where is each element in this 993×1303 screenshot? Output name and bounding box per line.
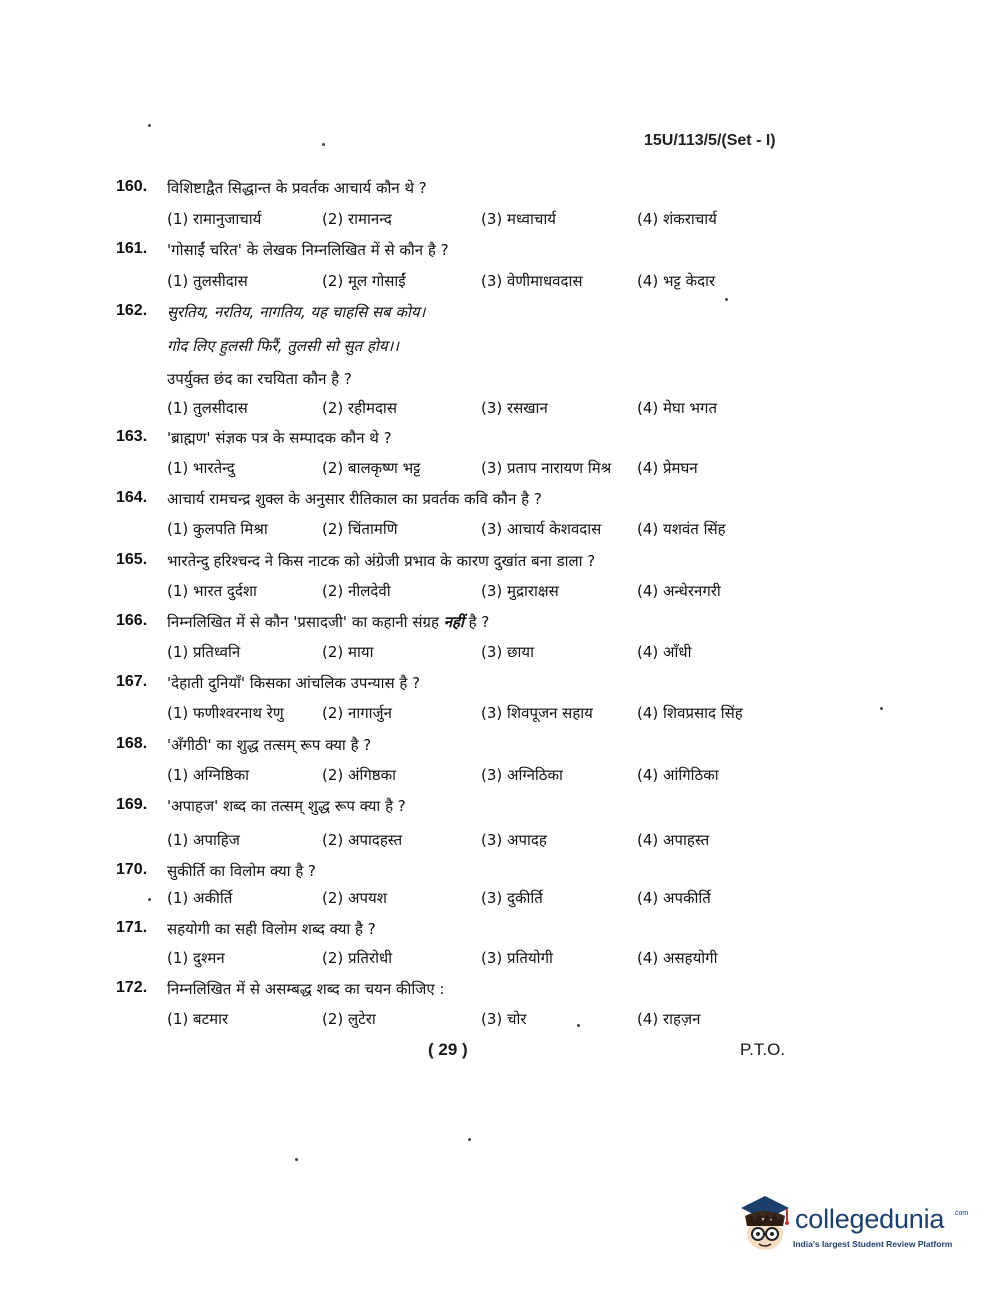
option-3: (3) आचार्य केशवदास (481, 520, 602, 538)
question-number: 164. (116, 489, 148, 506)
option-1: (1) रामानुजाचार्य (167, 210, 262, 228)
option-4: (4) अन्धेरनगरी (637, 582, 721, 600)
scan-speck (880, 707, 883, 710)
collegedunia-logo (735, 1190, 969, 1260)
option-1: (1) अकीर्ति (167, 889, 233, 907)
option-3: (3) मध्वाचार्य (481, 210, 556, 228)
scan-speck (148, 124, 151, 127)
option-4: (4) भट्ट केदार (637, 272, 716, 290)
couplet-line-1: सुरतिय, नरतिय, नागतिय, यह चाहसि सब कोय। (167, 303, 426, 321)
option-3: (3) छाया (481, 643, 535, 661)
question-number: 165. (116, 551, 148, 568)
scan-speck (295, 1158, 298, 1161)
option-3: (3) मुद्राराक्षस (481, 582, 559, 600)
option-1: (1) दुश्मन (167, 949, 225, 967)
option-2: (2) माया (322, 643, 374, 661)
option-1: (1) कुलपति मिश्रा (167, 520, 268, 538)
question-text: 'ब्राह्मण' संज्ञक पत्र के सम्पादक कौन थे ? (167, 429, 392, 447)
question-number: 163. (116, 428, 148, 445)
question-text: भारतेन्दु हरिश्चन्द ने किस नाटक को अंग्रेजी प्रभाव के कारण दुखांत बना डाला ? (167, 552, 596, 570)
option-4: (4) आंगिठिका (637, 766, 719, 784)
question-number: 162. (116, 302, 148, 319)
option-4: (4) अपाहस्त (637, 831, 710, 849)
option-2: (2) प्रतिरोधी (322, 949, 393, 967)
question-number: 160. (116, 178, 148, 195)
scan-speck (148, 898, 151, 901)
option-2: (2) रामानन्द (322, 210, 392, 228)
question-text: निम्नलिखित में से असम्बद्ध शब्द का चयन कीजिए : (167, 980, 445, 998)
question-number: 169. (116, 796, 148, 813)
question-text: सुकीर्ति का विलोम क्या है ? (167, 862, 317, 880)
question-text-before: निम्नलिखित में से कौन 'प्रसादजी' का कहानी संग्रह (167, 613, 439, 631)
question-text: 'अपाहज' शब्द का तत्सम् शुद्ध रूप क्या है ? (167, 797, 406, 815)
question-text: विशिष्टाद्वैत सिद्धान्त के प्रवर्तक आचार्य कौन थे ? (167, 179, 427, 197)
option-3: (3) चोर (481, 1010, 527, 1028)
option-2: (2) नागार्जुन (322, 704, 393, 722)
option-4: (4) यशवंत सिंह (637, 520, 726, 538)
question-number: 167. (116, 673, 148, 690)
option-1: (1) प्रतिध्वनि (167, 643, 241, 661)
scan-speck (468, 1138, 471, 1141)
option-2: (2) मूल गोसाईं (322, 272, 406, 290)
question-text (167, 612, 489, 632)
option-1: (1) भारत दुर्दशा (167, 582, 257, 600)
page-number: ( 29 ) (428, 1040, 468, 1059)
option-1: (1) बटमार (167, 1010, 229, 1028)
option-3: (3) रसखान (481, 399, 548, 417)
option-2: (2) अंगिष्ठका (322, 766, 397, 784)
option-1: (1) तुलसीदास (167, 399, 248, 417)
question-number: 171. (116, 919, 148, 936)
option-4: (4) प्रेमघन (637, 459, 698, 477)
question-text: 'अँगीठी' का शुद्ध तत्सम् रूप क्या है ? (167, 736, 372, 754)
option-2: (2) नीलदेवी (322, 582, 391, 600)
option-3: (3) दुकीर्ति (481, 889, 543, 907)
option-3: (3) अपादह (481, 831, 547, 849)
mascot-icon (735, 1190, 793, 1252)
question-text: सहयोगी का सही विलोम शब्द क्या है ? (167, 920, 376, 938)
option-3: (3) प्रताप नारायण मिश्र (481, 459, 612, 477)
scan-speck (725, 298, 728, 301)
option-1: (1) तुलसीदास (167, 272, 248, 290)
option-2: (2) बालकृष्ण भट्ट (322, 459, 421, 477)
question-text: उपर्युक्त छंद का रचयिता कौन है ? (167, 370, 352, 388)
option-4: (4) मेघा भगत (637, 399, 718, 417)
negation-word: नहीं (443, 613, 464, 631)
option-2: (2) रहीमदास (322, 399, 397, 417)
pto-label: P.T.O. (740, 1040, 786, 1059)
question-text: 'देहाती दुनियाँ' किसका आंचलिक उपन्यास है ? (167, 674, 421, 692)
question-text: 'गोसाईं चरित' के लेखक निम्नलिखित में से कौन है ? (167, 241, 449, 259)
option-2: (2) चिंतामणि (322, 520, 398, 538)
option-2: (2) अपयश (322, 889, 387, 907)
option-2: (2) अपादहस्त (322, 831, 403, 849)
question-number: 161. (116, 240, 148, 257)
question-text-after: है ? (468, 613, 490, 631)
question-text: आचार्य रामचन्द्र शुक्ल के अनुसार रीतिकाल का प्रवर्तक कवि कौन है ? (167, 490, 542, 508)
paper-code: 15U/113/5/(Set - I) (644, 132, 776, 149)
option-1: (1) भारतेन्दु (167, 459, 235, 477)
question-number: 168. (116, 735, 148, 752)
question-number: 172. (116, 979, 148, 996)
option-4: (4) शिवप्रसाद सिंह (637, 704, 743, 722)
scan-speck (577, 1024, 580, 1027)
question-number: 166. (116, 612, 148, 629)
question-number: 170. (116, 861, 148, 878)
option-4: (4) अपकीर्ति (637, 889, 711, 907)
option-4: (4) असहयोगी (637, 949, 718, 967)
option-1: (1) अग्निष्ठिका (167, 766, 250, 784)
option-4: (4) आँधी (637, 643, 692, 661)
scan-speck (322, 143, 325, 146)
option-4: (4) राहज़न (637, 1010, 701, 1028)
couplet-line-2: गोद लिए हुलसी फिरैं, तुलसी सो सुत होय।। (167, 337, 399, 355)
brand-tagline: India's largest Student Review Platform (793, 1239, 953, 1249)
option-1: (1) फणीश्वरनाथ रेणु (167, 704, 284, 722)
option-1: (1) अपाहिज (167, 831, 240, 849)
option-3: (3) प्रतियोगी (481, 949, 553, 967)
option-2: (2) लुटेरा (322, 1010, 376, 1028)
option-3: (3) अग्निठिका (481, 766, 563, 784)
brand-name: collegedunia (795, 1204, 945, 1234)
option-3: (3) वेणीमाधवदास (481, 272, 583, 290)
option-3: (3) शिवपूजन सहाय (481, 704, 593, 722)
option-4: (4) शंकराचार्य (637, 210, 717, 228)
brand-suffix: .com (953, 1210, 969, 1217)
